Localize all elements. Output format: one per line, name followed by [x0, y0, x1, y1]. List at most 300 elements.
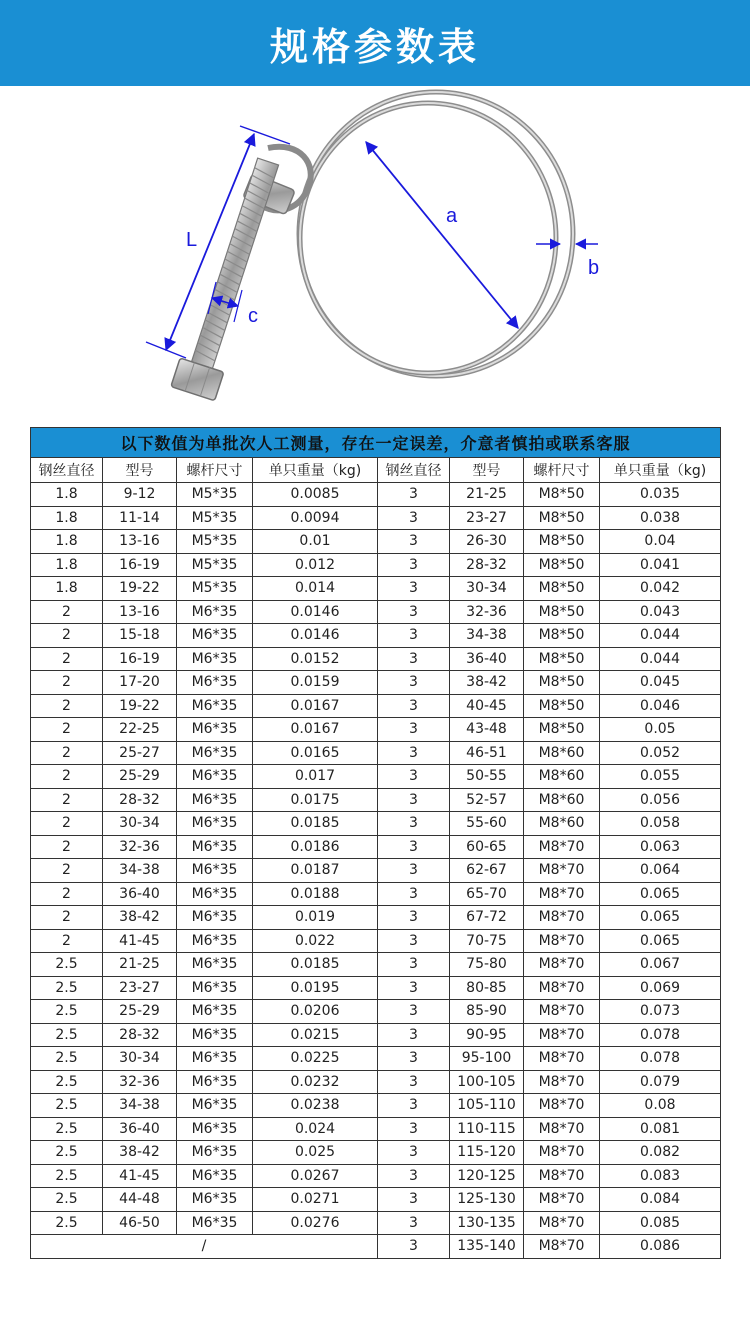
table-cell: 0.04 — [600, 530, 721, 554]
table-cell: 2 — [31, 741, 103, 765]
table-cell: 3 — [378, 1141, 450, 1165]
table-cell: M6*35 — [177, 835, 253, 859]
table-cell: 125-130 — [450, 1188, 524, 1212]
table-cell: 0.0152 — [253, 647, 378, 671]
table-cell: 0.064 — [600, 859, 721, 883]
table-cell: 32-36 — [103, 1070, 177, 1094]
table-cell: M8*70 — [524, 1047, 600, 1071]
table-row — [31, 506, 721, 530]
table-row — [31, 812, 721, 836]
table-cell: 120-125 — [450, 1164, 524, 1188]
table-cell: 0.0159 — [253, 671, 378, 695]
table-cell: M8*70 — [524, 1211, 600, 1235]
table-cell: 0.05 — [600, 718, 721, 742]
table-row — [31, 1117, 721, 1141]
table-cell: 0.024 — [253, 1117, 378, 1141]
table-cell: 0.043 — [600, 600, 721, 624]
table-row — [31, 694, 721, 718]
table-row — [31, 859, 721, 883]
table-row — [31, 882, 721, 906]
table-cell: 19-22 — [103, 577, 177, 601]
table-cell: 0.038 — [600, 506, 721, 530]
table-cell: 90-95 — [450, 1023, 524, 1047]
table-row — [31, 765, 721, 789]
table-cell-placeholder: / — [31, 1235, 378, 1259]
table-cell: 0.052 — [600, 741, 721, 765]
table-cell: 2 — [31, 671, 103, 695]
table-cell: 2.5 — [31, 1094, 103, 1118]
table-cell: 2 — [31, 835, 103, 859]
col-header-model-2: 型号 — [450, 458, 524, 483]
table-cell: M8*70 — [524, 1141, 600, 1165]
table-cell: 2 — [31, 859, 103, 883]
table-cell: 2.5 — [31, 1188, 103, 1212]
table-cell: M6*35 — [177, 859, 253, 883]
table-row — [31, 1047, 721, 1071]
table-cell: 3 — [378, 765, 450, 789]
dimension-L-tick-top — [240, 126, 290, 144]
table-cell: 32-36 — [103, 835, 177, 859]
table-cell: 0.0146 — [253, 624, 378, 648]
table-cell: 11-14 — [103, 506, 177, 530]
table-cell: M8*50 — [524, 600, 600, 624]
table-cell: 2.5 — [31, 1211, 103, 1235]
table-cell: 0.042 — [600, 577, 721, 601]
table-cell: 28-32 — [103, 1023, 177, 1047]
table-cell: 17-20 — [103, 671, 177, 695]
table-row — [31, 953, 721, 977]
table-cell: M8*70 — [524, 882, 600, 906]
table-cell: 0.067 — [600, 953, 721, 977]
table-cell: 3 — [378, 1117, 450, 1141]
table-row — [31, 530, 721, 554]
table-header-row — [31, 458, 721, 483]
table-cell: 3 — [378, 1235, 450, 1259]
table-cell: 2 — [31, 600, 103, 624]
table-cell: 0.055 — [600, 765, 721, 789]
table-cell: 19-22 — [103, 694, 177, 718]
table-row — [31, 1211, 721, 1235]
table-cell: 41-45 — [103, 1164, 177, 1188]
table-cell: 3 — [378, 835, 450, 859]
table-cell: 0.073 — [600, 1000, 721, 1024]
table-cell: M8*50 — [524, 530, 600, 554]
table-row — [31, 906, 721, 930]
table-cell: 3 — [378, 694, 450, 718]
table-cell: 0.0276 — [253, 1211, 378, 1235]
table-cell: 2 — [31, 812, 103, 836]
table-cell: 34-38 — [103, 859, 177, 883]
table-cell: 3 — [378, 647, 450, 671]
table-cell: 0.041 — [600, 553, 721, 577]
table-cell: 2 — [31, 929, 103, 953]
col-header-unit-weight: 单只重量（kg) — [253, 458, 378, 483]
dimension-L-label: L — [186, 229, 198, 251]
table-cell: M8*50 — [524, 506, 600, 530]
table-cell: 3 — [378, 718, 450, 742]
table-cell: 0.045 — [600, 671, 721, 695]
clamp-diagram — [0, 86, 750, 426]
table-cell: 2 — [31, 882, 103, 906]
table-cell: M8*50 — [524, 694, 600, 718]
dimension-c-label: c — [248, 305, 258, 327]
table-cell: 30-34 — [450, 577, 524, 601]
table-cell: 3 — [378, 506, 450, 530]
table-row — [31, 929, 721, 953]
table-cell: 3 — [378, 788, 450, 812]
table-cell: M6*35 — [177, 1141, 253, 1165]
table-cell: M6*35 — [177, 1164, 253, 1188]
table-row — [31, 1141, 721, 1165]
table-cell: 0.084 — [600, 1188, 721, 1212]
table-cell: M8*50 — [524, 483, 600, 507]
table-row — [31, 718, 721, 742]
table-cell: M6*35 — [177, 906, 253, 930]
table-cell: 0.079 — [600, 1070, 721, 1094]
table-cell: 0.065 — [600, 882, 721, 906]
page-title: 规格参数表 — [269, 23, 480, 69]
table-cell: M6*35 — [177, 718, 253, 742]
table-cell: 2 — [31, 647, 103, 671]
table-row — [31, 976, 721, 1000]
table-cell: 46-51 — [450, 741, 524, 765]
table-cell: 2.5 — [31, 1000, 103, 1024]
clamp-wire-rings — [299, 92, 573, 376]
table-row — [31, 1164, 721, 1188]
table-cell: 21-25 — [450, 483, 524, 507]
table-cell: 2 — [31, 694, 103, 718]
table-cell: M6*35 — [177, 953, 253, 977]
dimension-b-label: b — [588, 257, 600, 279]
table-cell: 44-48 — [103, 1188, 177, 1212]
table-cell: M8*50 — [524, 647, 600, 671]
table-cell: 41-45 — [103, 929, 177, 953]
table-cell: 0.085 — [600, 1211, 721, 1235]
table-cell: 21-25 — [103, 953, 177, 977]
table-cell: M5*35 — [177, 506, 253, 530]
table-cell: M6*35 — [177, 976, 253, 1000]
table-cell: 32-36 — [450, 600, 524, 624]
table-row — [31, 671, 721, 695]
table-cell: 1.8 — [31, 506, 103, 530]
table-cell: 38-42 — [450, 671, 524, 695]
table-cell: 9-12 — [103, 483, 177, 507]
table-cell: 0.078 — [600, 1023, 721, 1047]
table-cell: 25-27 — [103, 741, 177, 765]
table-cell: M8*70 — [524, 1235, 600, 1259]
table-cell: M8*70 — [524, 1023, 600, 1047]
table-cell: M6*35 — [177, 765, 253, 789]
table-cell: 0.065 — [600, 929, 721, 953]
table-cell: 36-40 — [103, 882, 177, 906]
table-cell: 2.5 — [31, 1117, 103, 1141]
table-cell: M8*70 — [524, 1164, 600, 1188]
table-cell: 3 — [378, 600, 450, 624]
table-cell: M5*35 — [177, 577, 253, 601]
table-cell: 3 — [378, 906, 450, 930]
table-cell: M6*35 — [177, 788, 253, 812]
table-cell: 85-90 — [450, 1000, 524, 1024]
table-cell: 13-16 — [103, 530, 177, 554]
table-cell: 0.0185 — [253, 953, 378, 977]
table-cell: M8*50 — [524, 671, 600, 695]
col-header-wire-diameter-2: 钢丝直径 — [378, 458, 450, 483]
table-row — [31, 835, 721, 859]
table-cell: 0.0215 — [253, 1023, 378, 1047]
table-cell: M8*70 — [524, 1000, 600, 1024]
table-cell: 23-27 — [450, 506, 524, 530]
table-cell: 3 — [378, 1164, 450, 1188]
table-cell: 0.0267 — [253, 1164, 378, 1188]
table-cell: M8*70 — [524, 929, 600, 953]
table-row — [31, 788, 721, 812]
table-cell: 3 — [378, 1211, 450, 1235]
table-row — [31, 1023, 721, 1047]
table-cell: 26-30 — [450, 530, 524, 554]
table-cell: 1.8 — [31, 530, 103, 554]
col-header-model: 型号 — [103, 458, 177, 483]
table-cell: 3 — [378, 976, 450, 1000]
table-cell: M8*60 — [524, 812, 600, 836]
table-cell: 30-34 — [103, 812, 177, 836]
table-cell: 2.5 — [31, 1070, 103, 1094]
table-cell: 75-80 — [450, 953, 524, 977]
table-cell: 55-60 — [450, 812, 524, 836]
table-cell: 0.0146 — [253, 600, 378, 624]
table-cell: M8*70 — [524, 1094, 600, 1118]
table-cell: M6*35 — [177, 1070, 253, 1094]
table-cell: M8*70 — [524, 1070, 600, 1094]
table-cell: 16-19 — [103, 553, 177, 577]
table-cell: 0.044 — [600, 624, 721, 648]
table-cell: M5*35 — [177, 530, 253, 554]
table-cell: M8*70 — [524, 906, 600, 930]
table-row — [31, 1000, 721, 1024]
table-row — [31, 741, 721, 765]
table-row — [31, 1094, 721, 1118]
table-cell: M6*35 — [177, 1094, 253, 1118]
table-cell: 62-67 — [450, 859, 524, 883]
table-cell: 0.065 — [600, 906, 721, 930]
table-cell: 3 — [378, 1094, 450, 1118]
page-header — [0, 0, 750, 86]
table-cell: M8*50 — [524, 718, 600, 742]
table-cell: 0.063 — [600, 835, 721, 859]
table-cell: M8*70 — [524, 1188, 600, 1212]
table-cell: 135-140 — [450, 1235, 524, 1259]
col-header-screw-size-2: 螺杆尺寸 — [524, 458, 600, 483]
table-cell: 38-42 — [103, 1141, 177, 1165]
table-cell: 3 — [378, 953, 450, 977]
table-cell: 13-16 — [103, 600, 177, 624]
table-row — [31, 553, 721, 577]
table-row — [31, 624, 721, 648]
table-cell: M8*50 — [524, 553, 600, 577]
table-cell: M6*35 — [177, 1211, 253, 1235]
table-cell: 38-42 — [103, 906, 177, 930]
table-cell: 0.058 — [600, 812, 721, 836]
table-banner-row — [31, 428, 721, 458]
table-cell: M8*70 — [524, 859, 600, 883]
table-cell: 95-100 — [450, 1047, 524, 1071]
table-cell: 0.083 — [600, 1164, 721, 1188]
table-cell: M6*35 — [177, 1023, 253, 1047]
table-cell: 60-65 — [450, 835, 524, 859]
table-cell: M6*35 — [177, 812, 253, 836]
dimension-L-tick-bottom — [146, 342, 186, 358]
table-cell: 0.086 — [600, 1235, 721, 1259]
table-cell: 70-75 — [450, 929, 524, 953]
table-cell: M8*50 — [524, 577, 600, 601]
table-cell: M8*60 — [524, 741, 600, 765]
table-row-last — [31, 1235, 721, 1259]
table-row — [31, 483, 721, 507]
table-cell: 2 — [31, 788, 103, 812]
table-cell: M6*35 — [177, 624, 253, 648]
table-row — [31, 1070, 721, 1094]
table-row — [31, 577, 721, 601]
table-cell: M8*70 — [524, 976, 600, 1000]
table-cell: M6*35 — [177, 1047, 253, 1071]
table-cell: M6*35 — [177, 1188, 253, 1212]
table-cell: 0.0094 — [253, 506, 378, 530]
table-cell: 0.044 — [600, 647, 721, 671]
table-cell: 46-50 — [103, 1211, 177, 1235]
table-cell: 0.0232 — [253, 1070, 378, 1094]
dimension-a-line — [366, 142, 518, 328]
table-cell: 0.0185 — [253, 812, 378, 836]
table-cell: 0.0165 — [253, 741, 378, 765]
table-cell: 130-135 — [450, 1211, 524, 1235]
table-cell: M6*35 — [177, 882, 253, 906]
table-cell: 80-85 — [450, 976, 524, 1000]
table-cell: 0.025 — [253, 1141, 378, 1165]
table-cell: 34-38 — [450, 624, 524, 648]
table-cell: 0.0195 — [253, 976, 378, 1000]
table-cell: 0.014 — [253, 577, 378, 601]
table-cell: 40-45 — [450, 694, 524, 718]
table-cell: 36-40 — [450, 647, 524, 671]
table-cell: 0.069 — [600, 976, 721, 1000]
table-body — [31, 483, 721, 1259]
table-cell: 2 — [31, 906, 103, 930]
table-cell: M6*35 — [177, 694, 253, 718]
table-cell: 2.5 — [31, 953, 103, 977]
table-cell: 65-70 — [450, 882, 524, 906]
table-cell: M6*35 — [177, 1000, 253, 1024]
table-cell: M8*70 — [524, 835, 600, 859]
table-cell: 3 — [378, 577, 450, 601]
table-cell: 0.081 — [600, 1117, 721, 1141]
table-cell: 3 — [378, 671, 450, 695]
table-cell: 67-72 — [450, 906, 524, 930]
table-cell: 1.8 — [31, 553, 103, 577]
table-cell: 0.078 — [600, 1047, 721, 1071]
table-cell: M6*35 — [177, 600, 253, 624]
table-cell: 30-34 — [103, 1047, 177, 1071]
table-cell: M6*35 — [177, 929, 253, 953]
table-banner: 以下数值为单批次人工测量，存在一定误差，介意者慎拍或联系客服 — [31, 428, 721, 458]
table-cell: 0.017 — [253, 765, 378, 789]
table-cell: M6*35 — [177, 671, 253, 695]
table-cell: 3 — [378, 483, 450, 507]
table-cell: M8*50 — [524, 624, 600, 648]
table-cell: 3 — [378, 1023, 450, 1047]
table-cell: M8*70 — [524, 1117, 600, 1141]
table-cell: 0.082 — [600, 1141, 721, 1165]
table-cell: 50-55 — [450, 765, 524, 789]
table-cell: 0.0187 — [253, 859, 378, 883]
table-cell: 0.0175 — [253, 788, 378, 812]
table-cell: 0.0186 — [253, 835, 378, 859]
table-cell: 16-19 — [103, 647, 177, 671]
table-cell: 115-120 — [450, 1141, 524, 1165]
table-cell: 3 — [378, 1070, 450, 1094]
table-cell: 3 — [378, 929, 450, 953]
table-cell: 105-110 — [450, 1094, 524, 1118]
table-row — [31, 600, 721, 624]
col-header-screw-size: 螺杆尺寸 — [177, 458, 253, 483]
table-cell: 2.5 — [31, 1047, 103, 1071]
table-cell: 2.5 — [31, 976, 103, 1000]
table-cell: 2 — [31, 765, 103, 789]
table-cell: 0.022 — [253, 929, 378, 953]
table-row — [31, 647, 721, 671]
table-cell: 0.0225 — [253, 1047, 378, 1071]
table-cell: M8*60 — [524, 788, 600, 812]
table-cell: 23-27 — [103, 976, 177, 1000]
table-cell: 25-29 — [103, 1000, 177, 1024]
table-row — [31, 1188, 721, 1212]
table-cell: 36-40 — [103, 1117, 177, 1141]
table-cell: 22-25 — [103, 718, 177, 742]
table-cell: 3 — [378, 553, 450, 577]
table-cell: M6*35 — [177, 741, 253, 765]
table-cell: M6*35 — [177, 647, 253, 671]
table-cell: 0.046 — [600, 694, 721, 718]
table-cell: 3 — [378, 1047, 450, 1071]
table-cell: 0.0167 — [253, 718, 378, 742]
table-cell: 2 — [31, 718, 103, 742]
col-header-unit-weight-2: 单只重量（kg) — [600, 458, 721, 483]
table-cell: 3 — [378, 530, 450, 554]
table-cell: 2.5 — [31, 1141, 103, 1165]
table-cell: M5*35 — [177, 553, 253, 577]
table-cell: 28-32 — [103, 788, 177, 812]
table-cell: 2.5 — [31, 1023, 103, 1047]
table-cell: 0.0206 — [253, 1000, 378, 1024]
table-cell: 28-32 — [450, 553, 524, 577]
col-header-wire-diameter: 钢丝直径 — [31, 458, 103, 483]
spec-table — [30, 427, 721, 1259]
table-cell: M8*70 — [524, 953, 600, 977]
table-cell: 3 — [378, 1000, 450, 1024]
table-cell: 0.012 — [253, 553, 378, 577]
table-cell: 100-105 — [450, 1070, 524, 1094]
table-cell: 34-38 — [103, 1094, 177, 1118]
table-cell: 15-18 — [103, 624, 177, 648]
table-cell: 110-115 — [450, 1117, 524, 1141]
table-cell: 0.08 — [600, 1094, 721, 1118]
table-cell: 3 — [378, 1188, 450, 1212]
table-cell: M6*35 — [177, 1117, 253, 1141]
table-cell: 52-57 — [450, 788, 524, 812]
table-cell: 0.0167 — [253, 694, 378, 718]
table-cell: 0.056 — [600, 788, 721, 812]
table-cell: 43-48 — [450, 718, 524, 742]
table-cell: 0.0085 — [253, 483, 378, 507]
table-cell: M5*35 — [177, 483, 253, 507]
